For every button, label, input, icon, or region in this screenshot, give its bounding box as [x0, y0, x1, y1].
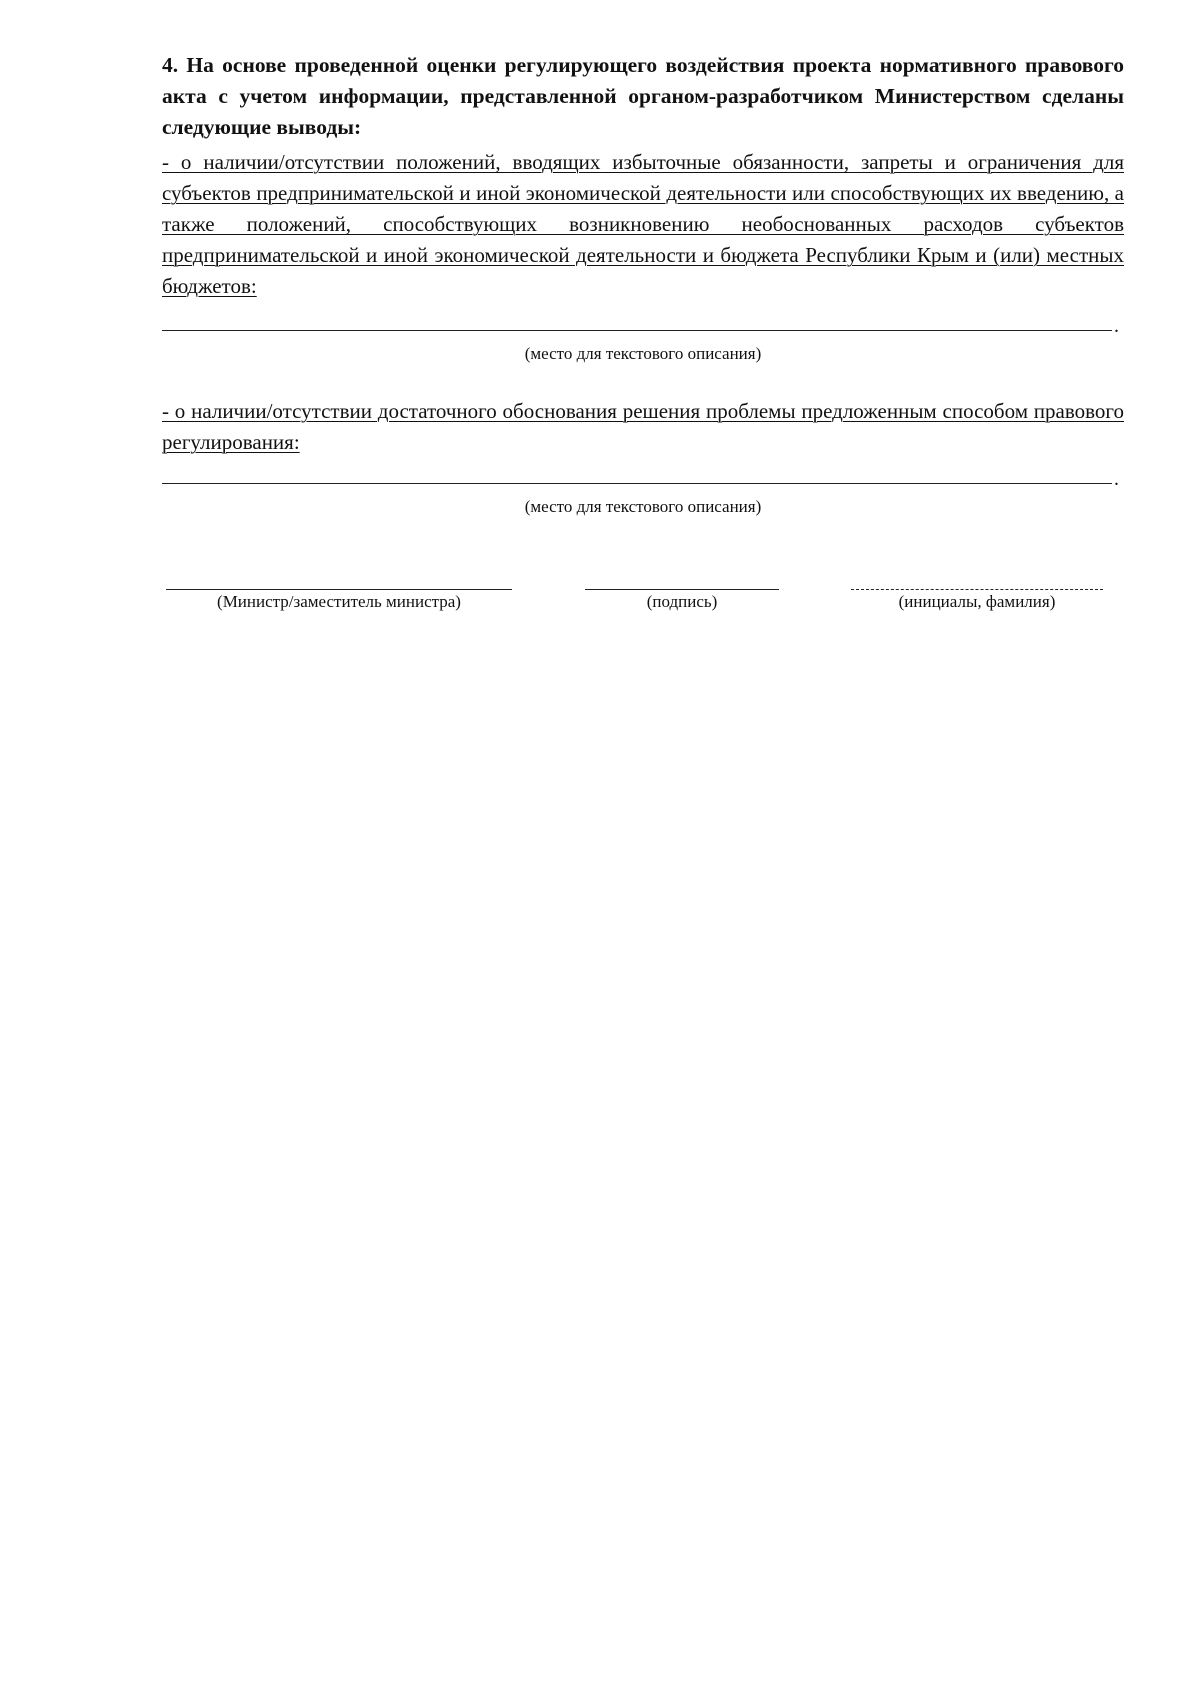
signature-label: (подпись)	[646, 592, 718, 611]
text-description-caption: (место для текстового описания)	[524, 344, 762, 363]
name-signature-line	[851, 589, 1103, 590]
text-description-line	[162, 330, 1112, 331]
conclusion-point-obligations: - о наличии/отсутствии положений, вводящих избыточные обязанности, запреты и ограничения для субъектов предпринимательской и иной экономической деятельности или способствующих их введению, а также положений, способствующих возникновению необоснованных расходов субъектов предпринимательской и иной экономической деятельности и бюджета Республики Крым и (или) местных бюджетов:	[162, 150, 1124, 298]
text-description-line	[162, 483, 1112, 484]
name-label: (инициалы, фамилия)	[898, 592, 1056, 611]
conclusion-point-justification: - о наличии/отсутствии достаточного обоснования решения проблемы предложенным способом правового регулирования:	[162, 399, 1124, 454]
position-signature-line	[166, 589, 512, 590]
text-description-caption: (место для текстового описания)	[524, 497, 762, 516]
position-label: (Министр/заместитель министра)	[217, 592, 461, 611]
line-end-period: .	[1114, 315, 1119, 337]
signature-line	[585, 589, 779, 590]
line-end-period: .	[1114, 468, 1119, 490]
section-heading: 4. На основе проведенной оценки регулирующего воздействия проекта нормативного правового акта с учетом информации, представленной органом-разработчиком Министерством сделаны следующие выводы:	[162, 53, 1124, 139]
